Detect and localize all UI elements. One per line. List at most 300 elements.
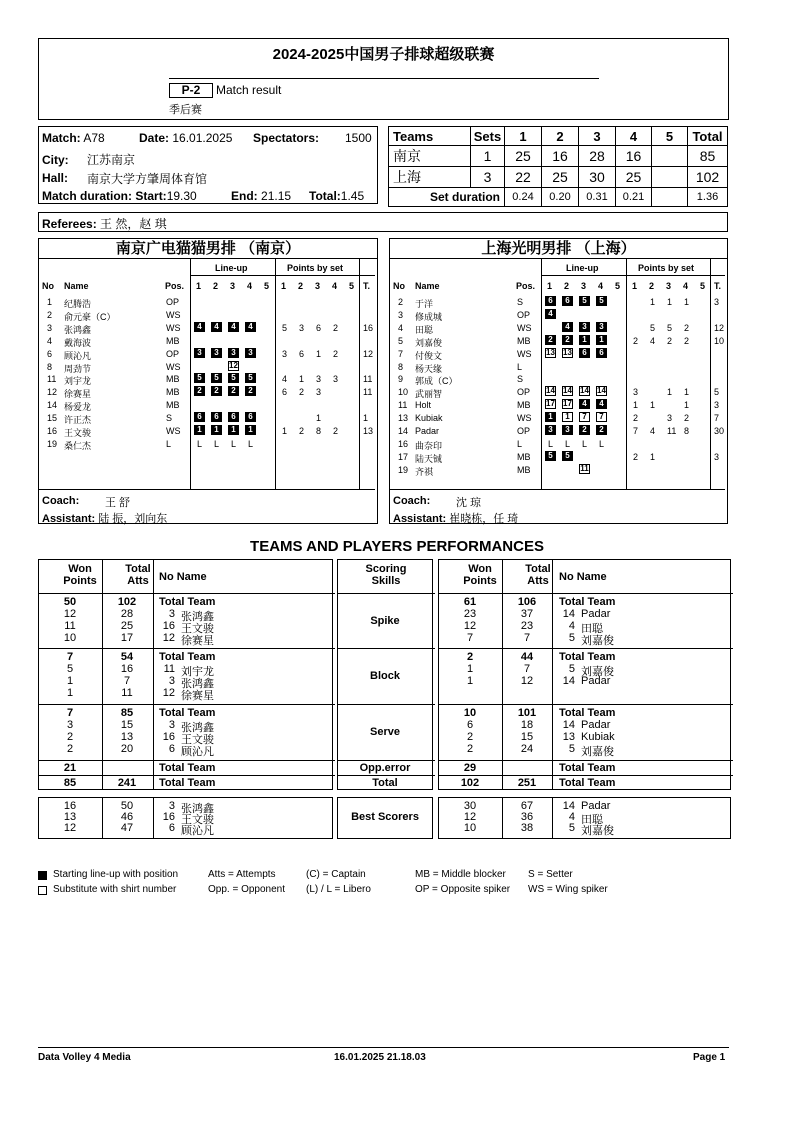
player-row xyxy=(390,399,727,411)
team_b-hdr-pts-3: 3 xyxy=(666,281,672,291)
player-number: 1 xyxy=(47,297,53,307)
lineup-sub-number: 7 xyxy=(596,412,607,422)
lineup-start-position: 1 xyxy=(545,412,556,422)
total-team-label: Total Team xyxy=(559,707,616,719)
team_a-hdr-pos: Pos. xyxy=(165,281,185,291)
lineup-sub-number: 13 xyxy=(546,347,555,357)
lineup-libero-mark: L xyxy=(248,438,254,449)
total-team-label: Total Team xyxy=(559,596,616,608)
lineup-start-position: 3 xyxy=(194,348,205,358)
performances-title: TEAMS AND PLAYERS PERFORMANCES xyxy=(250,538,544,555)
col-sets: Sets xyxy=(471,127,505,146)
spectators-label: Spectators: xyxy=(253,131,320,145)
player-row xyxy=(39,361,377,373)
team_a-hdr-lineup-3: 3 xyxy=(230,281,236,291)
player-name: 刘宇龙 xyxy=(64,376,92,387)
home-set-4: 16 xyxy=(616,146,652,167)
team_a-hdr-pts-1: 1 xyxy=(281,281,287,291)
lineup-libero-mark: L xyxy=(214,438,220,449)
player-number: 2 xyxy=(398,297,404,307)
team_a-hdr-pts-2: 2 xyxy=(298,281,304,291)
opp-error-b-label: Total Team xyxy=(559,762,616,774)
best-atts: 38 xyxy=(520,822,534,834)
team-b-coach: 沈 琼 xyxy=(456,497,482,509)
date-label: Date: xyxy=(139,131,170,145)
best-player-name: 刘嘉俊 xyxy=(581,825,614,837)
player-number: 11 xyxy=(398,400,408,411)
player-shirt-number: 16 xyxy=(162,620,175,632)
player-number: 2 xyxy=(47,309,53,320)
player-atts: 20 xyxy=(120,743,134,755)
perf-row-sep-0-2 xyxy=(438,593,733,594)
player-row xyxy=(390,361,727,373)
set-points-3: 1 xyxy=(316,348,322,359)
total-points-a: 85 xyxy=(63,777,77,789)
lineup-start-position: 6 xyxy=(245,412,256,422)
team-b-coach-label: Coach: xyxy=(393,495,431,507)
team_a-hdr-no: No xyxy=(42,281,54,291)
team_b-hdr-lineup-1: 1 xyxy=(547,281,553,291)
legend-ws: WS = Wing spiker xyxy=(528,884,608,895)
set-points-3: 1 xyxy=(667,387,673,398)
player-row xyxy=(39,373,377,385)
player-name: 田聪 xyxy=(581,623,603,635)
lineup-start-position: 1 xyxy=(194,425,205,435)
hall-name: 南京大学方肇周体育馆 xyxy=(87,172,208,186)
perf-a-atts-header: Total Atts xyxy=(125,563,151,587)
player-total-points: 3 xyxy=(714,297,720,307)
team_b-hdr-pts-2: 2 xyxy=(649,281,655,291)
best-shirt-number: 14 xyxy=(562,800,575,812)
best-atts: 47 xyxy=(120,822,134,834)
team-total-atts: 44 xyxy=(520,651,534,663)
player-atts: 28 xyxy=(120,608,134,620)
match-label: Match: xyxy=(42,131,81,145)
team_b-hdr-pts-4: 4 xyxy=(683,281,689,291)
sets-home: 1 xyxy=(471,146,505,167)
set-points-3: 1 xyxy=(667,297,673,307)
footer-divider xyxy=(38,1047,729,1048)
player-position: MB xyxy=(517,464,531,475)
player-name: 武丽智 xyxy=(415,389,443,400)
duration-set-5 xyxy=(652,188,688,207)
player-position: MB xyxy=(517,335,531,346)
team_a-hdr-lineup-1: 1 xyxy=(196,281,202,291)
player-row xyxy=(39,399,377,411)
lineup-start-position: 2 xyxy=(228,386,239,396)
team-won-points: 7 xyxy=(66,651,74,663)
set-points-4: 2 xyxy=(684,335,690,346)
team-a-lineup-header: Line-up xyxy=(215,263,248,273)
total-team-label: Total Team xyxy=(559,651,616,663)
team-b-name: 上海光明男排 （上海） xyxy=(390,239,727,259)
best-col-sep-2 xyxy=(502,797,503,839)
team-won-points: 50 xyxy=(63,596,77,608)
col-set-1: 1 xyxy=(505,127,542,146)
total-team-label: Total Team xyxy=(159,651,216,663)
player-position: WS xyxy=(517,322,532,333)
player-row xyxy=(390,348,727,360)
home-set-1: 25 xyxy=(505,146,542,167)
player-shirt-number: 3 xyxy=(168,719,175,731)
lineup-start-position: 6 xyxy=(545,296,556,306)
player-atts: 15 xyxy=(520,731,534,743)
lineup-start-position: 5 xyxy=(194,373,205,383)
set-points-2: 4 xyxy=(650,335,656,346)
best-col-sep-1 xyxy=(153,797,154,839)
team-a-points-header: Points by set xyxy=(287,263,344,273)
skill-block: Block xyxy=(370,670,400,682)
lineup-start-position: 5 xyxy=(545,451,556,461)
player-won-points: 2 xyxy=(66,743,74,755)
best-player-name: 张鸿鑫 xyxy=(181,803,214,815)
set-points-4: 8 xyxy=(684,426,690,436)
player-name: 顾沁凡 xyxy=(64,350,92,361)
player-number: 12 xyxy=(47,387,58,398)
duration-set-3: 0.31 xyxy=(579,188,616,207)
player-name: 于洋 xyxy=(415,299,434,309)
player-total-points: 16 xyxy=(363,322,374,333)
player-won-points: 7 xyxy=(466,632,474,644)
player-total-points: 1 xyxy=(363,413,369,424)
perf-row-sep-2-1 xyxy=(337,704,435,705)
set-points-2: 4 xyxy=(650,426,656,436)
lineup-start-position: 4 xyxy=(562,322,573,332)
lineup-start-position: 1 xyxy=(245,425,256,435)
legend-libero: (L) / L = Libero xyxy=(306,884,371,895)
player-atts: 12 xyxy=(520,675,534,687)
team_b-hline-coach xyxy=(390,489,725,490)
team-a-assistant-label: Assistant: xyxy=(42,513,96,525)
set-points-1: 2 xyxy=(633,451,639,462)
player-won-points: 1 xyxy=(66,687,74,699)
player-position: WS xyxy=(166,309,181,320)
referees-label: Referees: xyxy=(42,217,97,231)
team-b-points-header: Points by set xyxy=(638,263,695,273)
away-set-5 xyxy=(652,167,688,188)
legend-starter: Starting line-up with position xyxy=(53,869,179,880)
player-position: WS xyxy=(166,426,181,436)
player-name: 王文骏 xyxy=(64,428,92,438)
player-number: 16 xyxy=(47,426,58,436)
player-atts: 7 xyxy=(523,632,531,644)
lineup-sub-number: 14 xyxy=(597,386,606,396)
set-points-4: 1 xyxy=(684,400,690,411)
player-won-points: 2 xyxy=(66,731,74,743)
player-shirt-number: 3 xyxy=(168,608,175,620)
lineup-sub-number: 14 xyxy=(563,386,572,396)
best-points: 10 xyxy=(463,822,477,834)
lineup-start-position: 2 xyxy=(245,386,256,396)
player-total-points: 3 xyxy=(714,451,720,462)
player-name: 纪腾浩 xyxy=(64,299,92,309)
team_a-hdr-lineup-4: 4 xyxy=(247,281,253,291)
set-duration-label: Set duration xyxy=(389,188,505,207)
player-total-points: 11 xyxy=(363,374,373,385)
player-name: 田聪 xyxy=(415,324,434,335)
player-name: 张鸿鑫 xyxy=(64,324,92,335)
perf-row-sep-4-0 xyxy=(38,775,335,776)
set-points-3: 3 xyxy=(667,413,673,424)
team-won-points: 2 xyxy=(466,651,474,663)
lineup-start-position: 6 xyxy=(596,348,607,358)
lineup-start-position: 1 xyxy=(228,425,239,435)
lineup-sub-number: 12 xyxy=(229,360,238,370)
legend-mb: MB = Middle blocker xyxy=(415,869,506,880)
total-team-label: Total Team xyxy=(159,596,216,608)
player-won-points: 12 xyxy=(463,620,477,632)
set-points-4: 2 xyxy=(333,426,339,436)
best-atts: 50 xyxy=(120,800,134,812)
player-shirt-number: 11 xyxy=(163,663,175,675)
player-position: L xyxy=(517,438,523,449)
player-total-points: 12 xyxy=(363,348,374,359)
player-row xyxy=(390,335,727,347)
perf-row-sep-0-0 xyxy=(38,593,335,594)
player-row xyxy=(39,309,377,321)
player-name: 付俊文 xyxy=(415,350,443,361)
player-number: 9 xyxy=(398,374,404,385)
lineup-start-position: 3 xyxy=(562,425,573,435)
player-name: Padar xyxy=(581,608,611,620)
team_b-hdr-pts-1: 1 xyxy=(632,281,638,291)
col-set-3: 3 xyxy=(579,127,616,146)
best-atts: 36 xyxy=(520,811,534,823)
lineup-start-position: 2 xyxy=(545,335,556,345)
lineup-start-position: 3 xyxy=(596,322,607,332)
set-points-3: 5 xyxy=(667,322,673,333)
legend-captain: (C) = Captain xyxy=(306,869,366,880)
match-date: 16.01.2025 xyxy=(172,131,233,145)
set-points-4: 3 xyxy=(333,374,339,385)
skill-spike: Spike xyxy=(370,615,400,627)
player-position: WS xyxy=(166,361,181,372)
lineup-libero-mark: L xyxy=(582,438,588,449)
player-row xyxy=(390,425,727,437)
set-points-1: 1 xyxy=(282,426,288,436)
scoreboard-table xyxy=(388,126,728,207)
player-position: L xyxy=(517,361,523,372)
away-set-1: 22 xyxy=(505,167,542,188)
lineup-start-position: 5 xyxy=(228,373,239,383)
spectators-count: 1500 xyxy=(345,131,372,145)
lineup-sub-number: 14 xyxy=(546,386,555,396)
player-won-points: 1 xyxy=(66,675,74,687)
legend-atts: Atts = Attempts xyxy=(208,869,276,880)
best-shirt-number: 4 xyxy=(568,811,575,823)
player-atts: 13 xyxy=(120,731,134,743)
player-name: 郭成（C） xyxy=(415,376,458,387)
perf-row-sep-3-1 xyxy=(337,760,435,761)
away-set-2: 25 xyxy=(542,167,579,188)
lineup-sub-number: 13 xyxy=(563,347,572,357)
legend-starter-swatch xyxy=(38,871,47,880)
best-shirt-number: 6 xyxy=(168,822,175,834)
player-position: S xyxy=(166,413,173,424)
player-row xyxy=(39,335,377,347)
player-row xyxy=(39,322,377,334)
lineup-sub-number: 14 xyxy=(580,386,589,396)
best-player-name: 田聪 xyxy=(581,814,603,826)
player-position: MB xyxy=(166,374,180,385)
perf-row-sep-3-2 xyxy=(438,760,733,761)
set-points-4: 1 xyxy=(684,387,690,398)
player-shirt-number: 14 xyxy=(562,608,575,620)
player-won-points: 5 xyxy=(66,663,74,675)
perf-a-won-header: Won Points xyxy=(63,563,97,587)
best-player-name: 王文骏 xyxy=(181,814,214,826)
team_a-hdr-lineup-5: 5 xyxy=(264,281,270,291)
player-position: MB xyxy=(166,335,180,346)
player-name: Holt xyxy=(415,400,432,411)
header-box xyxy=(38,38,729,120)
team-total-atts: 101 xyxy=(517,707,537,719)
total-a-label: Total Team xyxy=(159,777,216,789)
set-points-2: 1 xyxy=(650,451,656,462)
team-total-atts: 106 xyxy=(517,596,537,608)
header-divider xyxy=(169,78,599,79)
team_a-hdr-name: Name xyxy=(64,281,89,291)
set-points-3: 8 xyxy=(316,426,322,436)
set-points-2: 1 xyxy=(650,297,656,307)
player-name: 许正杰 xyxy=(64,415,92,426)
lineup-start-position: 5 xyxy=(562,451,573,461)
footer-software: Data Volley 4 Media xyxy=(38,1052,131,1063)
player-shirt-number: 3 xyxy=(168,675,175,687)
perf-row-sep-1-0 xyxy=(38,648,335,649)
player-name: 曲奈印 xyxy=(415,440,443,451)
best-atts: 46 xyxy=(120,811,134,823)
player-name: Padar xyxy=(581,719,611,731)
player-position: MB xyxy=(517,451,531,462)
lineup-start-position: 5 xyxy=(596,296,607,306)
match-number: A78 xyxy=(83,131,105,145)
team-total-atts: 102 xyxy=(117,596,137,608)
player-name: 刘宇龙 xyxy=(181,666,214,678)
best-shirt-number: 3 xyxy=(168,800,175,812)
best-points: 12 xyxy=(463,811,477,823)
player-won-points: 23 xyxy=(463,608,477,620)
set-points-2: 2 xyxy=(299,426,305,436)
legend-op: OP = Opposite spiker xyxy=(415,884,511,895)
player-total-points: 10 xyxy=(714,335,725,346)
best-points: 30 xyxy=(463,800,477,812)
set-points-3: 6 xyxy=(316,322,322,333)
lineup-libero-mark: L xyxy=(565,438,571,449)
lineup-start-position: 4 xyxy=(545,309,556,319)
player-number: 11 xyxy=(47,374,57,385)
player-name: 刘嘉俊 xyxy=(415,337,443,348)
player-number: 7 xyxy=(398,348,404,359)
player-position: S xyxy=(517,297,524,307)
player-atts: 7 xyxy=(523,663,531,675)
set-points-4: 2 xyxy=(684,413,690,424)
player-row xyxy=(390,386,727,398)
lineup-start-position: 5 xyxy=(579,296,590,306)
total-points-b: 102 xyxy=(460,777,480,789)
team-a-assistant: 陆 振，刘向东 xyxy=(98,513,168,525)
skill-serve: Serve xyxy=(370,726,400,738)
player-atts: 17 xyxy=(120,632,134,644)
perf-a-noname-header: No Name xyxy=(159,571,207,583)
player-name: 戴海波 xyxy=(64,337,92,348)
team-total-atts: 54 xyxy=(120,651,134,663)
best-atts: 67 xyxy=(520,800,534,812)
player-number: 17 xyxy=(398,451,409,462)
team-a-name: 南京广电猫猫男排 （南京） xyxy=(39,239,377,259)
perf-skills-header: Scoring Skills xyxy=(365,563,407,587)
set-points-2: 3 xyxy=(299,322,305,333)
player-position: WS xyxy=(166,322,181,333)
lineup-sub-number: 11 xyxy=(580,463,589,473)
best-shirt-number: 16 xyxy=(162,811,175,823)
team-a-coach: 王 舒 xyxy=(105,497,131,509)
end-label: End: xyxy=(231,189,258,203)
lineup-start-position: 1 xyxy=(596,335,607,345)
set-points-1: 2 xyxy=(633,413,639,424)
set-points-2: 2 xyxy=(299,387,305,398)
player-name: 刘嘉俊 xyxy=(581,746,614,758)
team-b-assistant: 崔晓栋，任 琦 xyxy=(449,513,519,525)
set-points-4: 2 xyxy=(684,322,690,333)
team_b-hdr-lineup-4: 4 xyxy=(598,281,604,291)
player-name: Padar xyxy=(581,675,611,687)
team_b-hdr-pts-5: 5 xyxy=(700,281,706,291)
player-row xyxy=(39,425,377,437)
player-name: 张鸿鑫 xyxy=(181,678,214,690)
player-position: WS xyxy=(517,348,532,359)
set-points-2: 5 xyxy=(650,322,656,333)
footer-page: Page 1 xyxy=(693,1052,726,1063)
player-row xyxy=(390,464,727,476)
total-atts-b: 251 xyxy=(517,777,537,789)
player-name: 陆天铖 xyxy=(415,453,443,464)
team-away: 上海 xyxy=(389,167,471,188)
player-won-points: 2 xyxy=(466,743,474,755)
player-row xyxy=(390,373,727,385)
report-type: Match result xyxy=(216,83,282,97)
lineup-start-position: 4 xyxy=(579,399,590,409)
total-team-label: Total Team xyxy=(159,707,216,719)
home-set-5 xyxy=(652,146,688,167)
team_b-hdr-pos: Pos. xyxy=(516,281,536,291)
player-name: 张鸿鑫 xyxy=(181,722,214,734)
player-row xyxy=(390,309,727,321)
col-set-4: 4 xyxy=(616,127,652,146)
player-atts: 24 xyxy=(520,743,534,755)
duration-total: 1.36 xyxy=(688,188,728,207)
team-b-lineup-header: Line-up xyxy=(566,263,599,273)
home-set-2: 16 xyxy=(542,146,579,167)
set-points-4: 2 xyxy=(333,348,339,359)
lineup-start-position: 2 xyxy=(579,425,590,435)
legend-sub-swatch xyxy=(38,886,47,895)
player-won-points: 1 xyxy=(466,663,474,675)
player-position: OP xyxy=(517,387,531,398)
player-row xyxy=(390,438,727,450)
player-name: 刘嘉俊 xyxy=(581,635,614,647)
total-atts-a: 241 xyxy=(117,777,137,789)
team_a-hdr-pts-5: 5 xyxy=(349,281,355,291)
player-row xyxy=(39,438,377,450)
team_b-hdr-name: Name xyxy=(415,281,440,291)
player-shirt-number: 16 xyxy=(162,731,175,743)
player-number: 4 xyxy=(47,335,53,346)
player-number: 19 xyxy=(47,438,58,449)
player-name: 俞元豪（C） xyxy=(64,311,116,322)
player-number: 3 xyxy=(47,322,53,333)
competition-phase: 季后赛 xyxy=(169,104,202,116)
